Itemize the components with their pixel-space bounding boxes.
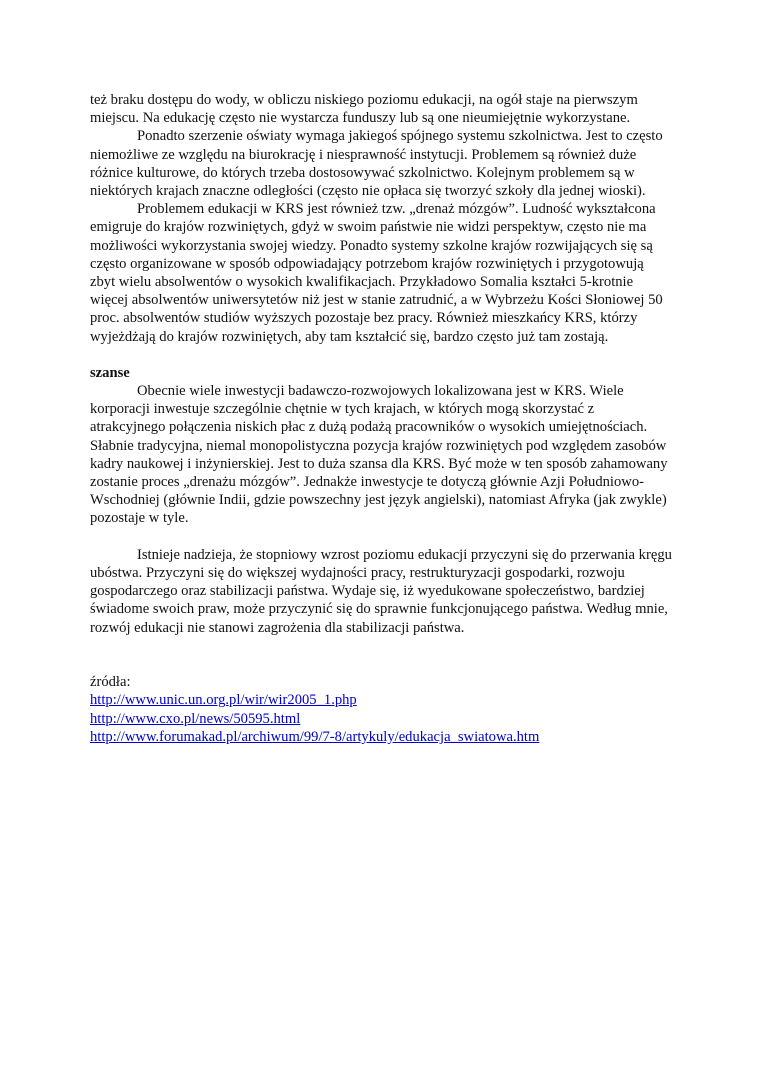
paragraph-brain-drain: Problemem edukacji w KRS jest również tzw. „drenaż mózgów”. Ludność wykształcona emigruje do krajów rozwiniętych, gdyż w swoim państwie nie widzi perspektyw, często nie ma możliwości wykorzystania swojej wiedzy. Ponadto systemy szkolne krajów rozwijających się są często organizowane w sposób odpowiadający potrzebom krajów rozwiniętych i przygotowują zbyt wielu absolwentów o wysokich kwalifikacjach. Przykładowo Somalia kształci 5-krotnie więcej absolwentów uniwersytetów niż jest w stanie zatrudnić, a w Wybrzeżu Kości Słoniowej 50 proc. absolwentów studiów wyższych pozostaje bez pracy. Również mieszkańcy KRS, którzy wyjeżdżają do krajów rozwiniętych, aby tam kształcić się, bardzo często już tam zostają. — [90, 201, 663, 345]
section-heading-szanse: szanse — [90, 364, 130, 381]
paragraph-intro: też braku dostępu do wody, w obliczu niskiego poziomu edukacji, na ogół staje na pierwszym miejscu. Na edukację często nie wystarcza funduszy lub są one nieumiejętnie wykorzystane. — [90, 92, 638, 127]
paragraph-conclusion: Istnieje nadzieja, że stopniowy wzrost poziomu edukacji przyczyni się do przerwania kręgu ubóstwa. Przyczyni się do większej wydajności pracy, restrukturyzacji gospodarki, rozwoju gospodarczego oraz stabilizacji państwa. Wydaje się, iż wyedukowane społeczeństwo, bardziej świadome swoich praw, może przyczynić się do sprawnie funkcjonującego państwa. Według mnie, rozwój edukacji nie stanowi zagrożenia dla stabilizacji państwa. — [90, 546, 672, 636]
source-link-cxo[interactable]: http://www.cxo.pl/news/50595.html — [90, 710, 301, 727]
paragraph-investments: Obecnie wiele inwestycji badawczo-rozwojowych lokalizowana jest w KRS. Wiele korporacji inwestuje szczególnie chętnie w tych krajach, w których mogą skorzystać z atrakcyjnego połączenia niskich płac z dużą podażą pracowników o wysokich umiejętnościach. Słabnie tradycyjna, niemal monopolistyczna pozycja krajów rozwiniętych pod względem zasobów kadry naukowej i inżynierskiej. Jest to duża szansa dla KRS. Być może w ten sposób zahamowany zostanie proces „drenażu mózgów”. Jednakże inwestycje te dotyczą głównie Azji Południowo-Wschodniej (głównie Indii, gdzie powszechny jest język angielski), natomiast Afryka (jak zwykle) pozostaje w tyle. — [90, 383, 668, 527]
sources-label: źródła: — [90, 674, 131, 691]
paragraph-gap — [90, 528, 672, 546]
document-page — [90, 91, 672, 746]
paragraph-school-system: Ponadto szerzenie oświaty wymaga jakiegoś spójnego systemu szkolnictwa. Jest to często niemożliwe ze względu na biurokrację i niesprawność instytucji. Problemem są również duże różnice kulturowe, do których trzeba dostosowywać szkolnictwo. Kolejnym problemem są w niektórych krajach znaczne odległości (często nie opłaca się tworzyć szkoły dla jednej wioski). — [90, 128, 663, 200]
source-link-unic[interactable]: http://www.unic.un.org.pl/wir/wir2005_1.php — [90, 692, 357, 709]
sources-gap — [90, 637, 672, 673]
source-link-forumakad[interactable]: http://www.forumakad.pl/archiwum/99/7-8/artykuly/edukacja_swiatowa.htm — [90, 728, 540, 745]
